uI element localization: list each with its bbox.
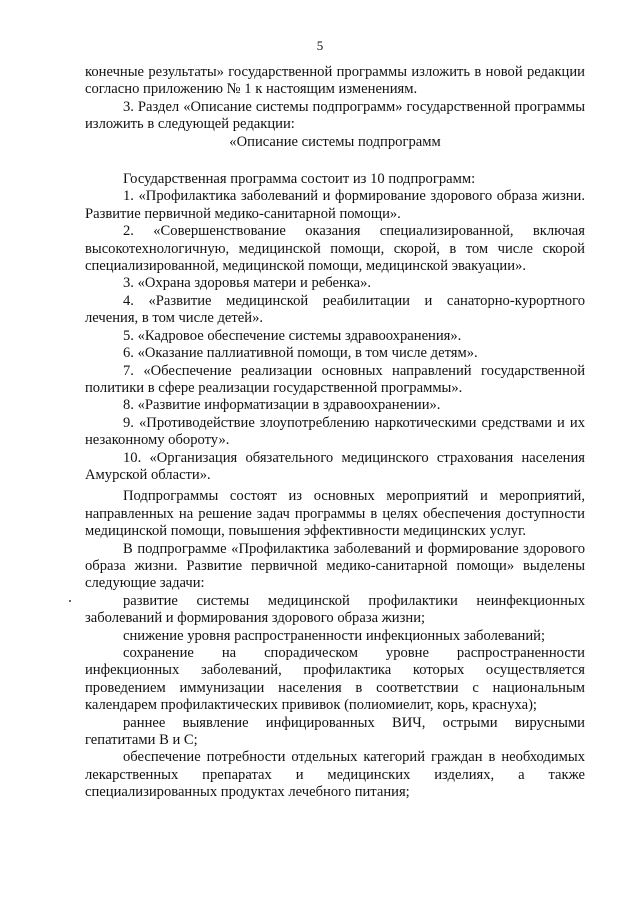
task-item: развитие системы медицинской профилактики неинфекционных заболеваний и формирования здорового образа жизни; [85, 592, 585, 627]
subprogram-item: 6. «Оказание паллиативной помощи, в том числе детям». [123, 345, 478, 362]
subprogram-item: 9. «Противодействие злоупотреблению наркотическими средствами и их незаконному обороту». [85, 414, 585, 449]
body-paragraph: В подпрограмме «Профилактика заболеваний и формирование здорового образа жизни. Развитие первичной медико-санитарной помощи» выделены следующие задачи: [85, 540, 585, 592]
subprogram-item: 3. «Охрана здоровья матери и ребенка». [123, 275, 372, 292]
document-body [85, 64, 585, 802]
page-number: 5 [316, 38, 324, 53]
subprogram-item: 4. «Развитие медицинской реабилитации и санаторно-курортного лечения, в том числе детей». [85, 292, 585, 327]
subprogram-item: 2. «Совершенствование оказания специализированной, включая высокотехнологичную, медицинской помощи, скорой, в том числе скорой специализированной, медицинской помощи, медицинской эвакуации». [85, 223, 585, 275]
paragraph-results: конечные результаты» государственной программы изложить в новой редакции согласно приложению № 1 к настоящим изменениям. [85, 64, 585, 98]
scan-speck [69, 600, 71, 602]
intro-paragraph: Государственная программа состоит из 10 подпрограмм: [123, 171, 476, 188]
subprogram-item: 10. «Организация обязательного медицинского страхования населения Амурской области». [85, 449, 585, 483]
task-item: обеспечение потребности отдельных категорий граждан в необходимых лекарственных препаратах и медицинских изделиях, а также специализированных продуктах лечебного питания; [85, 749, 585, 801]
body-paragraph: Подпрограммы состоят из основных мероприятий и мероприятий, направленных на решение задач программы в целях обеспечения доступности медицинской помощи, повышения эффективности медицинских услуг. [85, 488, 585, 540]
subprogram-item: 1. «Профилактика заболеваний и формирование здорового образа жизни. Развитие первичной медико-санитарной помощи». [85, 188, 585, 222]
blank-line [85, 151, 585, 171]
task-item: раннее выявление инфицированных ВИЧ, острыми вирусными гепатитами В и С; [85, 714, 585, 749]
paragraph-section-3: 3. Раздел «Описание системы подпрограмм» государственной программы изложить в следующей редакции: [85, 98, 585, 133]
section-title: «Описание системы подпрограмм [229, 133, 441, 150]
subprogram-item: 8. «Развитие информатизации в здравоохранении». [123, 397, 441, 414]
subprogram-item: 5. «Кадровое обеспечение системы здравоохранения». [123, 327, 462, 344]
task-item: снижение уровня распространенности инфекционных заболеваний; [123, 627, 545, 644]
task-item: сохранение на спорадическом уровне распространенности инфекционных заболеваний, профилактика которых осуществляется проведением иммунизации населения в соответствии с национальным календарем профилактических прививок (полиомиелит, корь, краснуха); [85, 645, 585, 714]
subprogram-item: 7. «Обеспечение реализации основных направлений государственной политики в сфере реализации государственной программы». [85, 362, 585, 396]
